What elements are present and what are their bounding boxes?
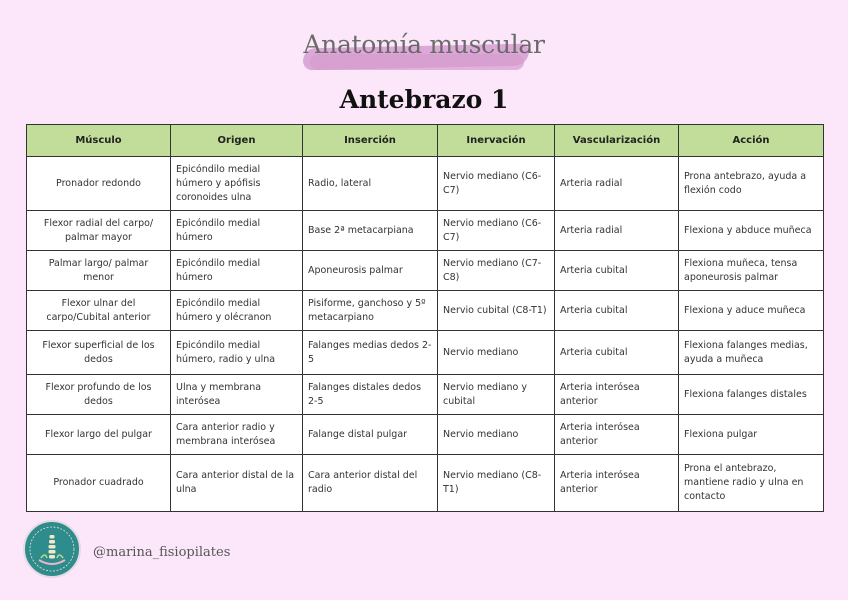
- cell-insercion: Falange distal pulgar: [303, 415, 438, 455]
- column-header-accion: Acción: [679, 125, 824, 157]
- cell-musculo: Pronador redondo: [27, 157, 171, 211]
- cell-accion: Prona antebrazo, ayuda a flexión codo: [679, 157, 824, 211]
- page-title: Antebrazo 1: [339, 85, 509, 114]
- cell-inervacion: Nervio cubital (C8-T1): [438, 291, 555, 331]
- cell-origen: Cara anterior distal de la ulna: [171, 455, 303, 512]
- social-handle: @marina_fisiopilates: [93, 545, 231, 560]
- cell-musculo: Flexor profundo de los dedos: [27, 375, 171, 415]
- cell-insercion: Pisiforme, ganchoso y 5º metacarpiano: [303, 291, 438, 331]
- table-row: [27, 415, 824, 455]
- cell-inervacion: Nervio mediano (C6-C7): [438, 157, 555, 211]
- muscle-table: [26, 124, 824, 512]
- cell-musculo: Palmar largo/ palmar menor: [27, 251, 171, 291]
- table-row: [27, 211, 824, 251]
- cell-vascularizacion: Arteria cubital: [555, 331, 679, 375]
- cell-origen: Epicóndilo medial húmero y olécranon: [171, 291, 303, 331]
- cell-musculo: Flexor superficial de los dedos: [27, 331, 171, 375]
- cell-accion: Flexiona y abduce muñeca: [679, 211, 824, 251]
- table-row: [27, 455, 824, 512]
- cell-inervacion: Nervio mediano (C7-C8): [438, 251, 555, 291]
- cell-insercion: Aponeurosis palmar: [303, 251, 438, 291]
- table-row: [27, 251, 824, 291]
- subtitle: Anatomía muscular: [303, 30, 545, 59]
- table-header-row: [27, 125, 824, 157]
- cell-inervacion: Nervio mediano y cubital: [438, 375, 555, 415]
- cell-accion: Prona el antebrazo, mantiene radio y ulna en contacto: [679, 455, 824, 512]
- cell-vascularizacion: Arteria radial: [555, 211, 679, 251]
- cell-origen: Epicóndilo medial húmero y apófisis coronoides ulna: [171, 157, 303, 211]
- cell-origen: Epicóndilo medial húmero, radio y ulna: [171, 331, 303, 375]
- table-row: [27, 291, 824, 331]
- cell-origen: Epicóndilo medial húmero: [171, 211, 303, 251]
- cell-origen: Cara anterior radio y membrana interósea: [171, 415, 303, 455]
- cell-musculo: Flexor radial del carpo/ palmar mayor: [27, 211, 171, 251]
- cell-vascularizacion: Arteria cubital: [555, 291, 679, 331]
- cell-accion: Flexiona muñeca, tensa aponeurosis palmar: [679, 251, 824, 291]
- cell-vascularizacion: Arteria interósea anterior: [555, 375, 679, 415]
- cell-insercion: Falanges distales dedos 2-5: [303, 375, 438, 415]
- logo-graphic: [25, 522, 79, 576]
- cell-vascularizacion: Arteria interósea anterior: [555, 455, 679, 512]
- column-header-musculo: Músculo: [27, 125, 171, 157]
- cell-accion: Flexiona pulgar: [679, 415, 824, 455]
- cell-musculo: Flexor ulnar del carpo/Cubital anterior: [27, 291, 171, 331]
- spine-logo-icon: [23, 520, 81, 578]
- cell-accion: Flexiona y aduce muñeca: [679, 291, 824, 331]
- cell-origen: Ulna y membrana interósea: [171, 375, 303, 415]
- cell-insercion: Base 2ª metacarpiana: [303, 211, 438, 251]
- table-row: [27, 331, 824, 375]
- cell-inervacion: Nervio mediano (C6-C7): [438, 211, 555, 251]
- cell-accion: Flexiona falanges distales: [679, 375, 824, 415]
- table-row: [27, 157, 824, 211]
- cell-insercion: Radio, lateral: [303, 157, 438, 211]
- cell-vascularizacion: Arteria radial: [555, 157, 679, 211]
- cell-vascularizacion: Arteria cubital: [555, 251, 679, 291]
- cell-musculo: Pronador cuadrado: [27, 455, 171, 512]
- column-header-vascularizacion: Vascularización: [555, 125, 679, 157]
- cell-inervacion: Nervio mediano: [438, 331, 555, 375]
- column-header-inervacion: Inervación: [438, 125, 555, 157]
- table-row: [27, 375, 824, 415]
- cell-musculo: Flexor largo del pulgar: [27, 415, 171, 455]
- cell-vascularizacion: Arteria interósea anterior: [555, 415, 679, 455]
- cell-inervacion: Nervio mediano (C8-T1): [438, 455, 555, 512]
- cell-origen: Epicóndilo medial húmero: [171, 251, 303, 291]
- cell-accion: Flexiona falanges medias, ayuda a muñeca: [679, 331, 824, 375]
- column-header-insercion: Inserción: [303, 125, 438, 157]
- column-header-origen: Origen: [171, 125, 303, 157]
- cell-insercion: Cara anterior distal del radio: [303, 455, 438, 512]
- cell-insercion: Falanges medias dedos 2-5: [303, 331, 438, 375]
- cell-inervacion: Nervio mediano: [438, 415, 555, 455]
- subtitle-block: [0, 26, 848, 76]
